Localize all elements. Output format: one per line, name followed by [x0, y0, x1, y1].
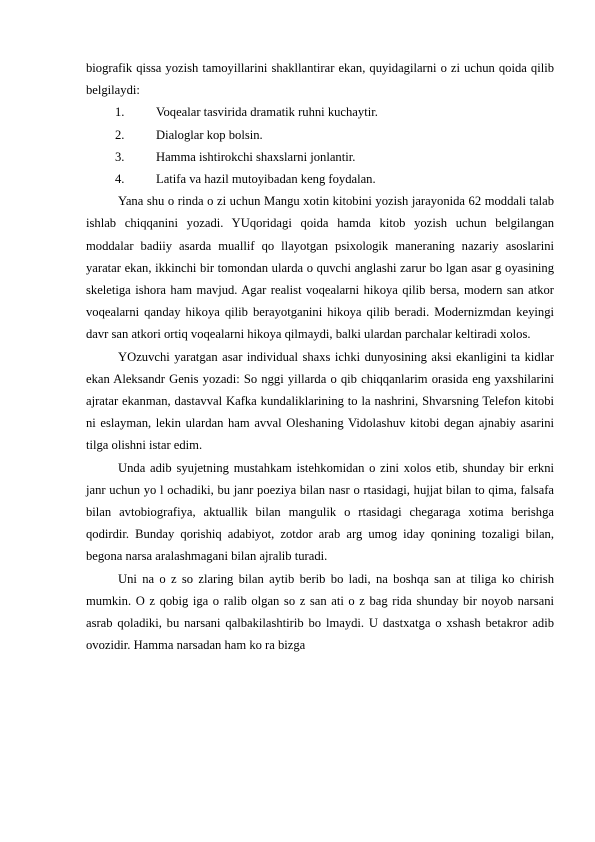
list-item — [86, 146, 554, 168]
body-paragraph: Yana shu o rinda o zi uchun Mangu xotin kitobini yozish jarayonida 62 moddali talab ishlab chiqqanini yozadi. YUqoridagi qoida hamda kitob yozish uchun belgilangan moddalar badiiy asarda muallif qo llayotgan psixologik maneraning nazariy asoslarini yaratar ekan, ikkinchi bir tomondan ularda o quvchi anglashi zarur bo lgan asar g oyasining skeletiga ishora ham mavjud. Agar realist voqealarni hikoya qilib bersa, modern san atkor voqealarni qanday hikoya qilib berayotganini hikoya qilib beradi. Modernizmdan keyingi davr san atkori ortiq voqealarni hikoya qilmaydi, balki ulardan parchalar keltiradi xolos. — [86, 194, 554, 342]
list-item-text: Voqealar tasvirida dramatik ruhni kuchaytir. — [156, 105, 378, 120]
list-item — [86, 168, 554, 190]
list-item-number: 1. — [115, 105, 125, 120]
list-item-text: Hamma ishtirokchi shaxslarni jonlantir. — [156, 149, 356, 164]
list-item-number: 3. — [115, 149, 125, 164]
body-paragraph: Uni na o z so zlaring bilan aytib berib bo ladi, na boshqa san at tiliga ko chirish mumkin. O z qobig iga o ralib olgan so z san ati o z bag rida shunday bir noyob narsani asrab qoladiki, bu narsani qalbakilashtirib bo lmaydi. U dastxatga o xshash betakror adib ovozidir. Hamma narsadan ham ko ra bizga — [86, 571, 554, 653]
rules-list — [86, 101, 554, 190]
body-paragraph: YOzuvchi yaratgan asar individual shaxs ichki dunyosining aksi ekanligini ta kidlar ekan Aleksandr Genis yozadi: So nggi yillarda o qib chiqqanlarim orasida eng yaxshilarini ajratar ekanman, dastavval Kafka kundaliklarining to la nashrini, Shvarsning Telefon kitobi ni eslayman, lekin ulardan ham avval Oleshaning Vidolashuv kitobi degan ajnabiy asarini tilga olishni istar edim. — [86, 349, 554, 453]
document-page — [86, 57, 554, 656]
list-item — [86, 101, 554, 123]
list-item — [86, 124, 554, 146]
list-item-number: 4. — [115, 172, 125, 187]
body-paragraph: Unda adib syujetning mustahkam istehkomidan o zini xolos etib, shunday bir erkni janr uchun yo l ochadiki, bu janr poeziya bilan nasr o rtasidagi, hujjat bilan to qima, falsafa bilan avtobiografiya, aktuallik bilan mangulik o rtasidagi chegaraga xotima berishga qodirdir. Bunday qorishiq adabiyot, zotdor arab arg umog iday qonining tozaligi bilan, begona narsa aralashmagani bilan ajralib turadi. — [86, 460, 554, 564]
list-item-number: 2. — [115, 127, 125, 142]
list-item-text: Dialoglar kop bolsin. — [156, 127, 263, 142]
list-item-text: Latifa va hazil mutoyibadan keng foydalan. — [156, 172, 376, 187]
intro-paragraph: biografik qissa yozish tamoyillarini shakllantirar ekan, quyidagilarni o zi uchun qoida qilib belgilaydi: — [86, 61, 554, 98]
